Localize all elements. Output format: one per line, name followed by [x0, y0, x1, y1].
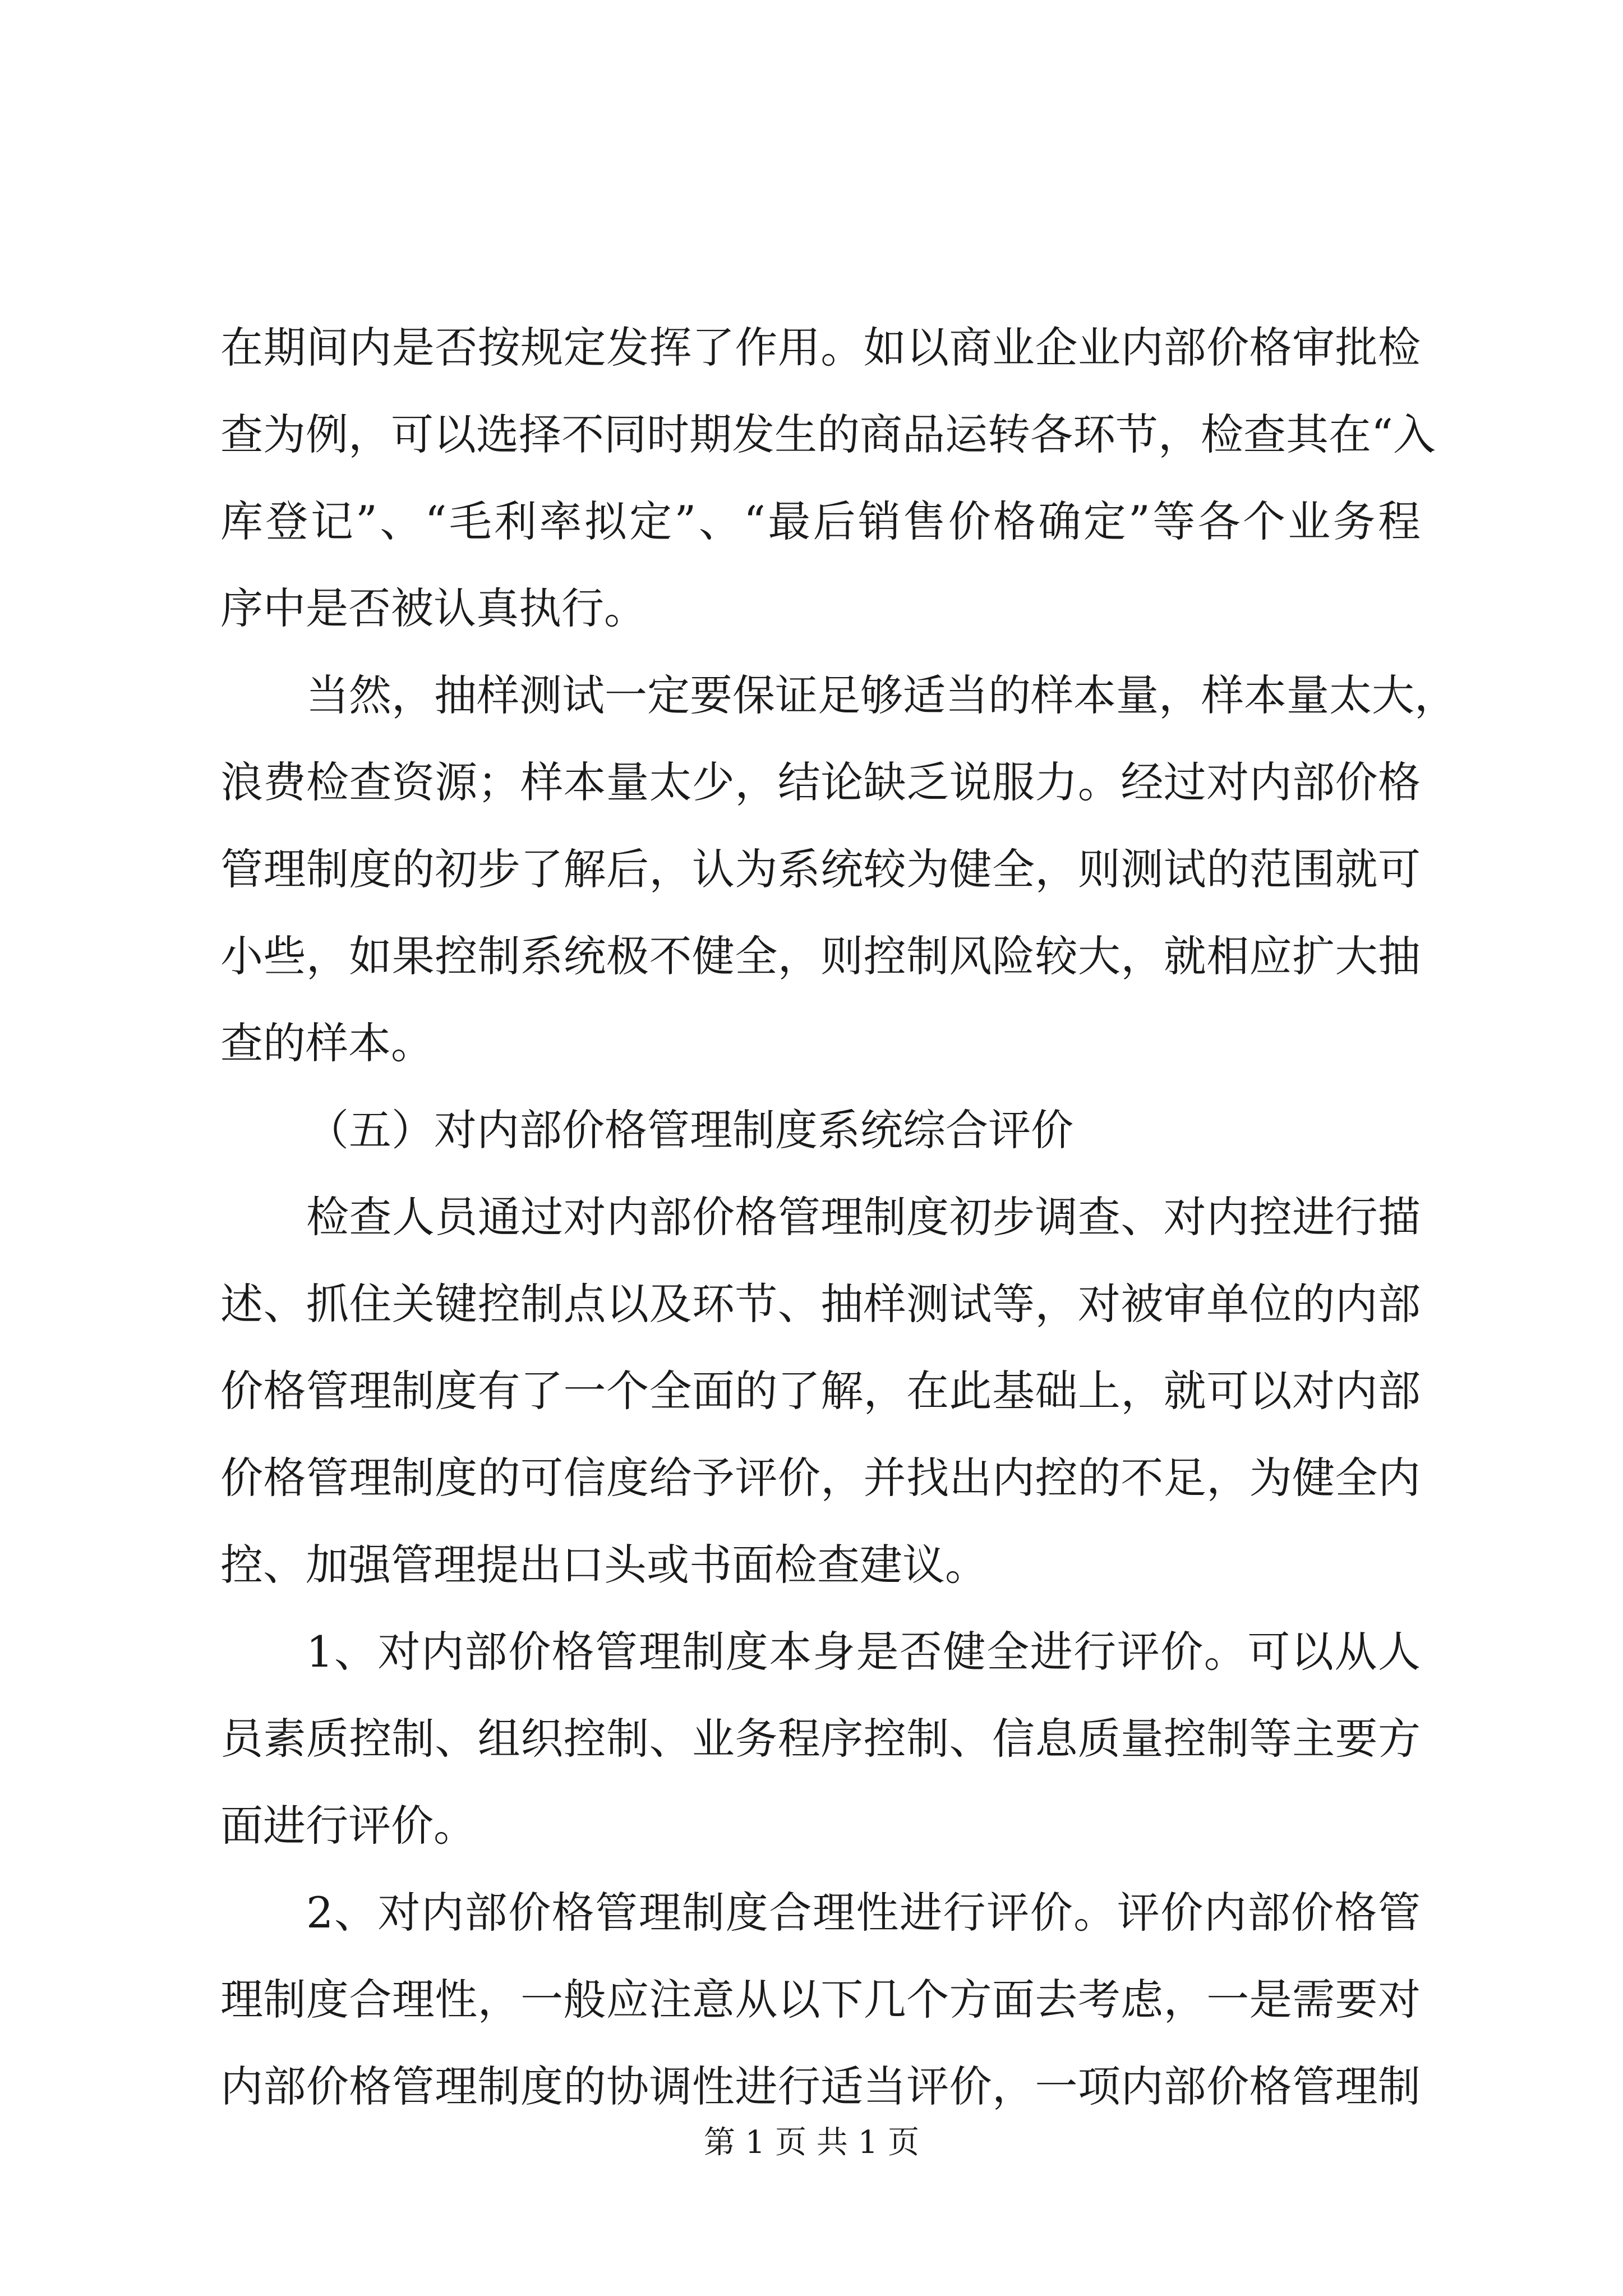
paragraph-line: 控、加强管理提出口头或书面检查建议。 [220, 1540, 988, 1590]
paragraph-line: 查为例，可以选择不同时期发生的商品运转各环节，检查其在“入 [220, 409, 1436, 459]
paragraph-line: 员素质控制、组织控制、业务程序控制、信息质量控制等主要方 [220, 1714, 1421, 1764]
paragraph-line: 内部价格管理制度的协调性进行适当评价，一项内部价格管理制 [220, 2062, 1421, 2111]
paragraph-line: 检查人员通过对内部价格管理制度初步调查、对内控进行描 [306, 1192, 1421, 1242]
paragraph-line: 理制度合理性，一般应注意从以下几个方面去考虑，一是需要对 [220, 1975, 1421, 2024]
paragraph-line: 2、对内部价格管理制度合理性进行评价。评价内部价格管 [306, 1888, 1421, 1938]
paragraph-line: 查的样本。 [220, 1018, 434, 1068]
paragraph-line: 在期间内是否按规定发挥了作用。如以商业企业内部价格审批检 [220, 323, 1421, 372]
paragraph-line: 浪费检查资源；样本量太少，结论缺乏说服力。经过对内部价格 [220, 757, 1421, 807]
section-heading: （五）对内部价格管理制度系统综合评价 [306, 1105, 1073, 1155]
paragraph-line: 小些，如果控制系统极不健全，则控制风险较大，就相应扩大抽 [220, 931, 1421, 981]
paragraph-line: 库登记”、“毛利率拟定”、“最后销售价格确定”等各个业务程 [220, 496, 1421, 546]
paragraph-line: 面进行评价。 [220, 1801, 476, 1851]
page-footer: 第 1 页 共 1 页 [703, 2124, 920, 2161]
paragraph-line: 1、对内部价格管理制度本身是否健全进行评价。可以从人 [306, 1627, 1421, 1677]
paragraph-line: 当然，抽样测试一定要保证足够适当的样本量，样本量太大， [306, 670, 1457, 720]
paragraph-line: 述、抓住关键控制点以及环节、抽样测试等，对被审单位的内部 [220, 1279, 1421, 1329]
paragraph-line: 价格管理制度的可信度给予评价，并找出内控的不足，为健全内 [220, 1453, 1421, 1503]
paragraph-line: 序中是否被认真执行。 [220, 583, 647, 633]
paragraph-line: 管理制度的初步了解后，认为系统较为健全，则测试的范围就可 [220, 844, 1421, 894]
paragraph-line: 价格管理制度有了一个全面的了解，在此基础上，就可以对内部 [220, 1366, 1421, 1416]
